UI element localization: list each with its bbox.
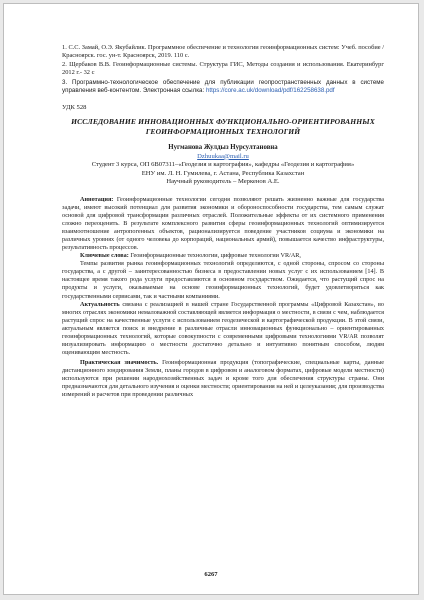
abstract-text: Геоинформационные технологии сегодня позволяют решать жизненно важные для государства задачи, имеют высокий потенциал для развития экономики и обороноспособности государства, тем самым служат основой для цифровой трансформации различных отраслей. Положительные эффекты от их системного применения сложно переоценить. В результате комплексного развития сферы геоинформационных технологий оптимизируется взаимоотношение антропогенных объектов, рационализируется поведение участников социума и экономики на различных уровнях (от одного человека до корпораций, национальных армий), повышается качество инфраструктуры, результативность процессов. [62,195,384,252]
author-supervisor: Научный руководитель – Меркенов А.Е. [166,178,280,186]
article-title: ИССЛЕДОВАНИЕ ИННОВАЦИОННЫХ ФУНКЦИОНАЛЬНО-ОРИЕНТИРОВАННЫХ ГЕОИНФОРМАЦИОННЫХ ТЕХНОЛОГИЙ [71,117,375,136]
abstract-label: Аннотация: [80,195,114,203]
page-content [62,44,384,399]
practical-paragraph [62,359,384,399]
abstract-paragraph [62,196,384,252]
author-position: Студент 3 курса, ОП 6В07311–«Геодезия и картография», кафедры «Геодезия и картография» [91,161,355,169]
relevance-paragraph [62,301,384,357]
reference-2: 2. Щербаков В.В. Геоинформационные системы. Структура ГИС, Методы создания и использования. Екатеринбург 2012 г.- 32 с [62,60,384,76]
reference-3-link[interactable]: https://core.ac.uk/download/pdf/162258638.pdf [205,87,335,95]
keywords-label: Ключевые слова: [80,252,129,260]
practical-label: Практическая значимость. [80,358,159,366]
practical-text: Геоинформационная продукция (топографические, специальные карты, данные дистанционного зондирования Земли, планы городов в цифровом и аналоговом форматах, цифровые модели местности) используются при решении народнохозяйственных задач и кроме того для обеспечения структуры страны. Они предназначаются для детального изучения и оценки местности; ориентирования на ней и целеуказания; для производства измерений и расчетов при проведении различных [62,358,384,399]
author-email-link[interactable]: Dzhuukaa@mail.ru [197,152,249,160]
document-page [3,3,419,595]
author-email-line [62,153,384,162]
udk-code: УДК 528 [62,104,87,112]
market-paragraph: Темпы развития рынка геоинформационных технологий определяются, с одной стороны, спросом со стороны государства, а с другой – заинтересованностью бизнеса в предоставлении новых услуг с их использованием [14]. В настоящее время такого рода услуги предоставляются в основном государством. Ожидается, что растущий спрос на продукты и услуги, оказываемые на основе геоинформационных технологий, будет удовлетворяться как государственными сервисами, так и частными компаниями. [62,260,384,300]
reference-1: 1. С.С. Замай, О.Э. Якубайлик. Программное обеспечение и технологии геоинформационных систем: Учеб. пособие / Красноярск. гос. ун-т. Красноярск, 2019. 110 с. [62,44,384,60]
keywords-text: Геоинформационные технологии, цифровые технологии VR/AR, [128,252,301,260]
author-university: ЕНУ им. Л. Н. Гумилева, г. Астана, Республика Казахстан [141,169,305,177]
keywords-paragraph [62,252,384,260]
author-name: Нугманова Жулдыз Нурсултановна [168,144,278,151]
reference-3-text: 3. Программно-технологическое обеспечение для публикации геопространственных данных в системе управления веб-контентом. Электронная ссылка: [62,79,384,95]
relevance-label: Актуальность [80,300,120,308]
page-number: 6267 [204,571,218,578]
relevance-text: связана с реализацией в нашей стране Государственной программы «Цифровой Казахстан», во многих отраслях экономики немаловажной составляющей является информация о местности, в связи с чем, наблюдается растущий спрос на качественные услуги с использованием геодезической и картографической продукции. В этой связи, актуальным является поиск и внедрение в различные отрасли инновационных функционально – ориентированных геоинформационных технологий, которые совокупности с современными цифровыми технологиями VR/AR позволят визуализировать информацию о местности достаточно детально и интуитивно понятным способом, людям оценивающим местность. [62,300,384,356]
reference-3 [62,79,384,95]
